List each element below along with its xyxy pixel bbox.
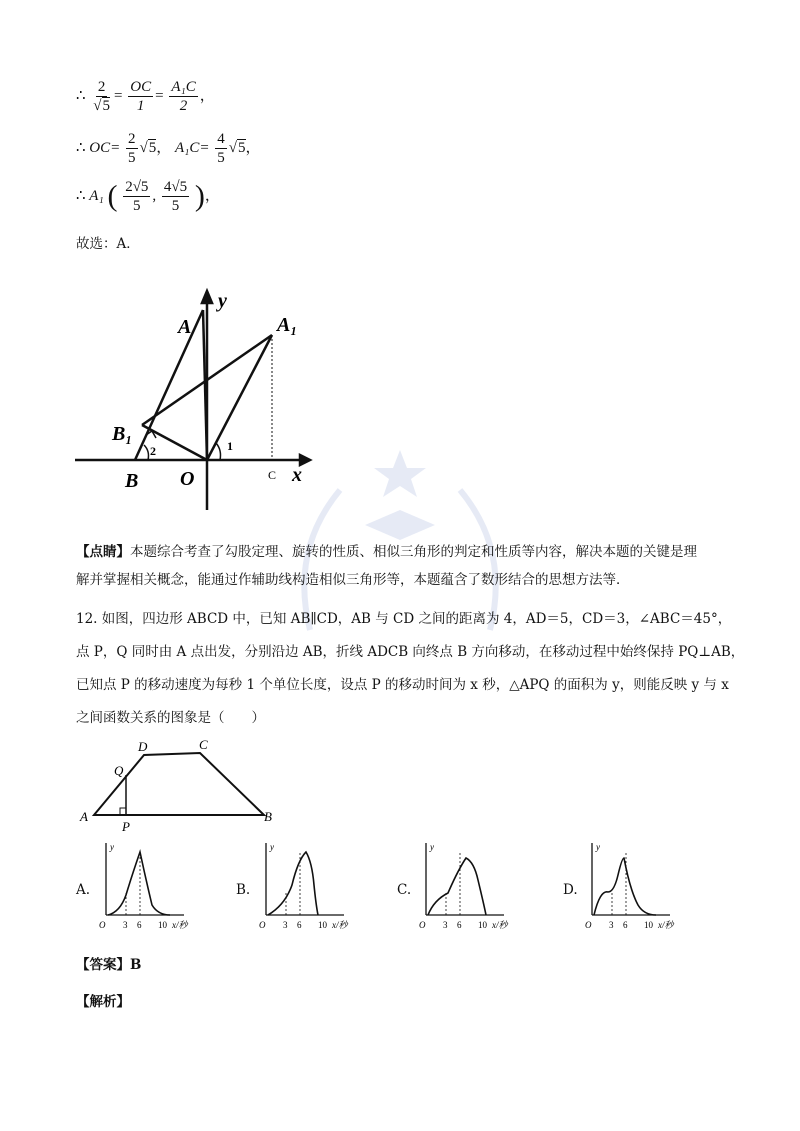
label-C: C xyxy=(199,737,208,752)
option-3-origin: O xyxy=(585,920,592,930)
solution-line-2: ∴ OC= $\frac{2}{5}$ √5， A₁C= $\frac{4}{5}$ √5， xyxy=(76,131,261,166)
choice-line: 故选：A． xyxy=(76,236,140,252)
solution-line-1: ∴ $\frac{2}{√5}$ = $\frac{OC}{1}$ = $\frac{\text{A₁C}}{2}$ ， xyxy=(76,79,215,114)
option-1-origin: O xyxy=(259,920,266,930)
fraction-2-over-root5: $\frac{2}{√5}$ xyxy=(93,79,111,114)
option-0-origin: O xyxy=(99,920,106,930)
option-label-d[interactable]: D. xyxy=(563,882,578,898)
option-1-y-label: y xyxy=(270,842,274,852)
option-1-x-label: x/秒 xyxy=(332,920,348,930)
label-P: P xyxy=(122,819,130,834)
answer-line xyxy=(76,955,141,975)
option-2-x-label: x/秒 xyxy=(492,920,508,930)
label-A: A xyxy=(80,809,88,824)
option-1-tick-3: 3 xyxy=(283,920,288,930)
option-3-x-label: x/秒 xyxy=(658,920,674,930)
option-0-x-label: x/秒 xyxy=(172,920,188,930)
option-0-tick-3: 3 xyxy=(123,920,128,930)
option-2-tick-3: 3 xyxy=(443,920,448,930)
fraction-oc-over-1: $\frac{OC}{1}$ xyxy=(130,79,152,114)
option-3-y-label: y xyxy=(596,842,600,852)
fraction-a1c-over-2: $\frac{\text{A₁C}}{2}$ xyxy=(171,79,196,114)
option-3-tick-3: 3 xyxy=(609,920,614,930)
label-B1: B₁ xyxy=(112,423,133,445)
label-angle-2: 2 xyxy=(150,444,156,458)
option-2-y-label: y xyxy=(430,842,434,852)
option-2-tick-6: 6 xyxy=(457,920,462,930)
option-3-tick-10: 10 xyxy=(644,920,653,930)
answer-tag: 【答案】 xyxy=(76,957,130,973)
oc-label: OC= xyxy=(89,139,121,156)
comment-tag: 【点睛】 xyxy=(76,544,130,560)
label-y: y xyxy=(218,290,227,312)
option-2-curve xyxy=(428,858,486,915)
label-O: O xyxy=(180,468,195,490)
analysis-tag: 【解析】 xyxy=(76,994,130,1010)
comment-block: 【点睛】本题综合考查了勾股定理、旋转的性质、相似三角形的判定和性质等内容，解决本题的关键是理 解并掌握相关概念，能通过作辅助线构造相似三角形等，本题蕴含了数形结合的思想方法等． xyxy=(76,544,697,588)
label-A: A xyxy=(178,316,192,338)
option-label-c[interactable]: C. xyxy=(397,882,412,898)
option-0-y-label: y xyxy=(110,842,114,852)
label-A1: A₁ xyxy=(277,314,298,336)
solution-line-3: ∴ A₁ ( $\frac{2√5}{5}$ , $\frac{4√5}{5}$ )， xyxy=(76,179,220,214)
therefore-symbol: ∴ xyxy=(76,87,86,104)
label-x: x xyxy=(292,464,302,486)
label-angle-1: 1 xyxy=(227,439,233,453)
option-label-b[interactable]: B. xyxy=(236,882,251,898)
label-B: B xyxy=(264,809,272,824)
label-Q: Q xyxy=(114,763,124,778)
point-a1: A₁ xyxy=(89,187,104,204)
option-1-tick-6: 6 xyxy=(297,920,302,930)
option-1-curve xyxy=(268,852,318,915)
option-0-curve xyxy=(108,852,170,915)
option-label-a[interactable]: A. xyxy=(76,882,91,898)
answer-value: B xyxy=(130,957,142,973)
option-2-tick-10: 10 xyxy=(478,920,487,930)
option-2-origin: O xyxy=(419,920,426,930)
analysis-line xyxy=(76,992,130,1012)
label-D: D xyxy=(138,739,148,754)
option-0-tick-6: 6 xyxy=(137,920,142,930)
label-B: B xyxy=(125,470,139,492)
a1c-label: A₁C= xyxy=(175,139,210,156)
option-1-tick-10: 10 xyxy=(318,920,327,930)
option-3-tick-6: 6 xyxy=(623,920,628,930)
option-3-curve xyxy=(594,858,656,915)
question-12: 12. 如图，四边形 ABCD 中，已知 AB∥CD，AB 与 CD 之间的距离为 4，AD＝5，CD＝3，∠ABC＝45°， 点 P，Q 同时由 A 点出发，分别沿边 AB，折线 ADCB 向终点 B 方向移动，在移动过程中始终保持 PQ⊥AB， 已知点 P 的移动速度为每秒 1 个单位长度，设点 P 的移动时间为 x 秒，△APQ 的面积为 y，则能反映 y 与 x 之间函数关系的图象是（ ） xyxy=(76,611,745,726)
option-0-tick-10: 10 xyxy=(158,920,167,930)
label-C: C xyxy=(268,468,277,482)
